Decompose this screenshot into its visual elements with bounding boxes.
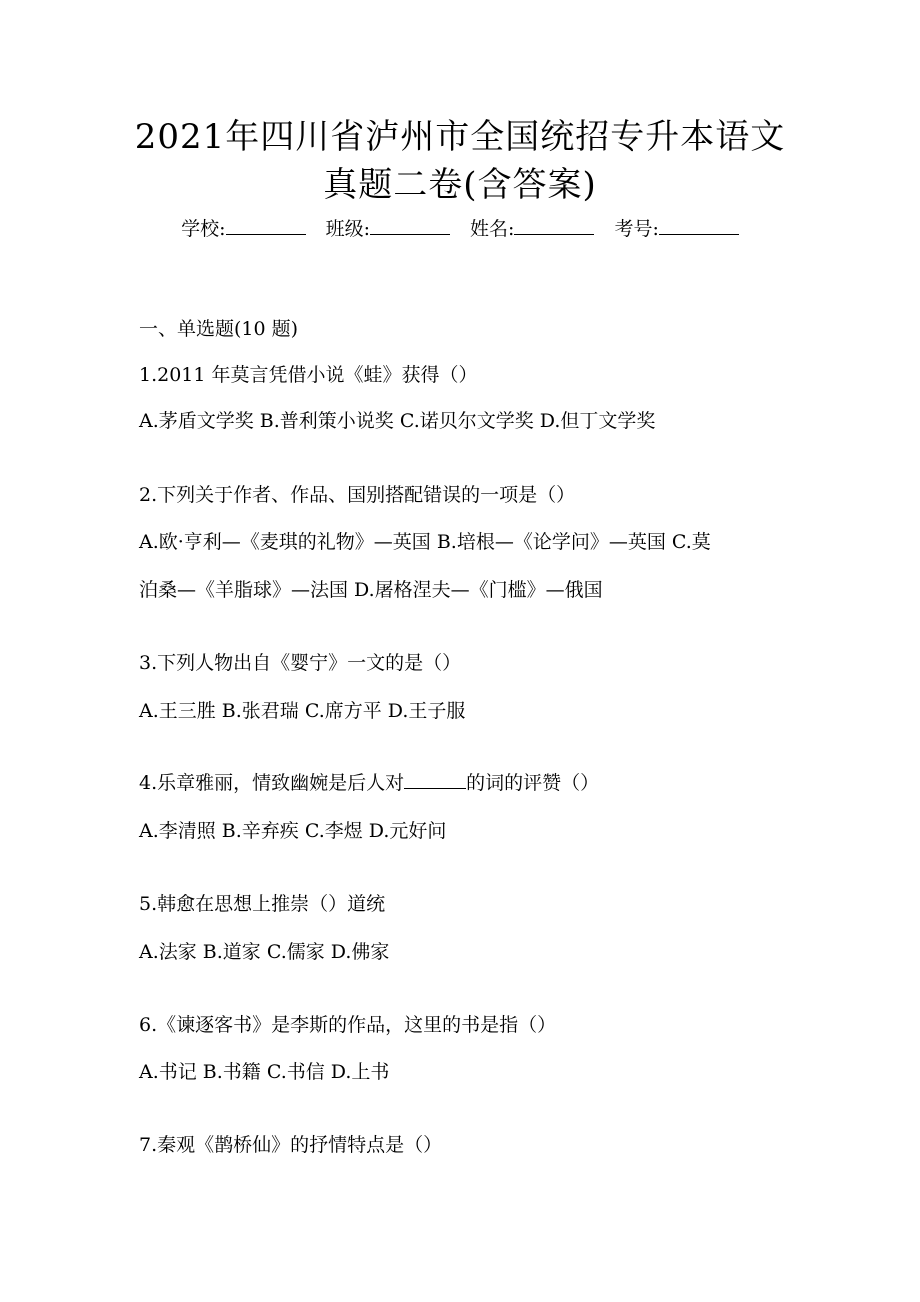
class-label: 班级: [325, 218, 370, 240]
question-4-stem-before: 4.乐章雅丽，情致幽婉是后人对 [139, 772, 405, 794]
question-4-options: A.李清照 B.辛弃疾 C.李煜 D.元好问 [139, 820, 447, 842]
question-7-stem: 7.秦观《鹊桥仙》的抒情特点是（） [139, 1134, 443, 1156]
exam-number-label: 考号: [614, 218, 659, 240]
question-2-stem: 2.下列关于作者、作品、国别搭配错误的一项是（） [139, 484, 576, 506]
name-field [470, 218, 594, 240]
section-heading: 一、单选题(10 题) [139, 318, 299, 340]
school-field [181, 218, 305, 240]
question-1-options: A.茅盾文学奖 B.普利策小说奖 C.诺贝尔文学奖 D.但丁文学奖 [139, 410, 656, 432]
question-4-blank [404, 770, 466, 789]
name-blank [514, 214, 594, 235]
exam-number-field [614, 218, 738, 240]
question-4-stem-after: 的词的评赞（） [466, 772, 600, 794]
document-title-line-2: 真题二卷(含答案) [323, 165, 597, 205]
exam-number-blank [659, 214, 739, 235]
question-3-stem: 3.下列人物出自《婴宁》一文的是（） [139, 652, 462, 674]
question-3-options: A.王三胜 B.张君瑞 C.席方平 D.王子服 [139, 700, 466, 722]
document-title-line-1: 2021年四川省泸州市全国统招专升本语文 [134, 117, 786, 157]
question-6-options: A.书记 B.书籍 C.书信 D.上书 [139, 1061, 390, 1083]
question-5-options: A.法家 B.道家 C.儒家 D.佛家 [139, 941, 390, 963]
name-label: 姓名: [470, 218, 515, 240]
student-info-row [0, 214, 920, 244]
class-blank [370, 214, 450, 235]
class-field [326, 218, 450, 240]
question-2-options-line-1: A.欧·亨利—《麦琪的礼物》—英国 B.培根—《论学问》—英国 C.莫 [139, 531, 711, 553]
question-2-options-line-2: 泊桑—《羊脂球》—法国 D.屠格涅夫—《门槛》—俄国 [139, 579, 603, 601]
school-blank [226, 214, 306, 235]
question-6-stem: 6.《谏逐客书》是李斯的作品，这里的书是指（） [139, 1014, 557, 1036]
school-label: 学校: [181, 218, 226, 240]
question-5-stem: 5.韩愈在思想上推崇（）道统 [139, 893, 386, 915]
question-1-stem: 1.2011 年莫言凭借小说《蛙》获得（） [139, 364, 478, 386]
question-4-stem [139, 768, 599, 798]
